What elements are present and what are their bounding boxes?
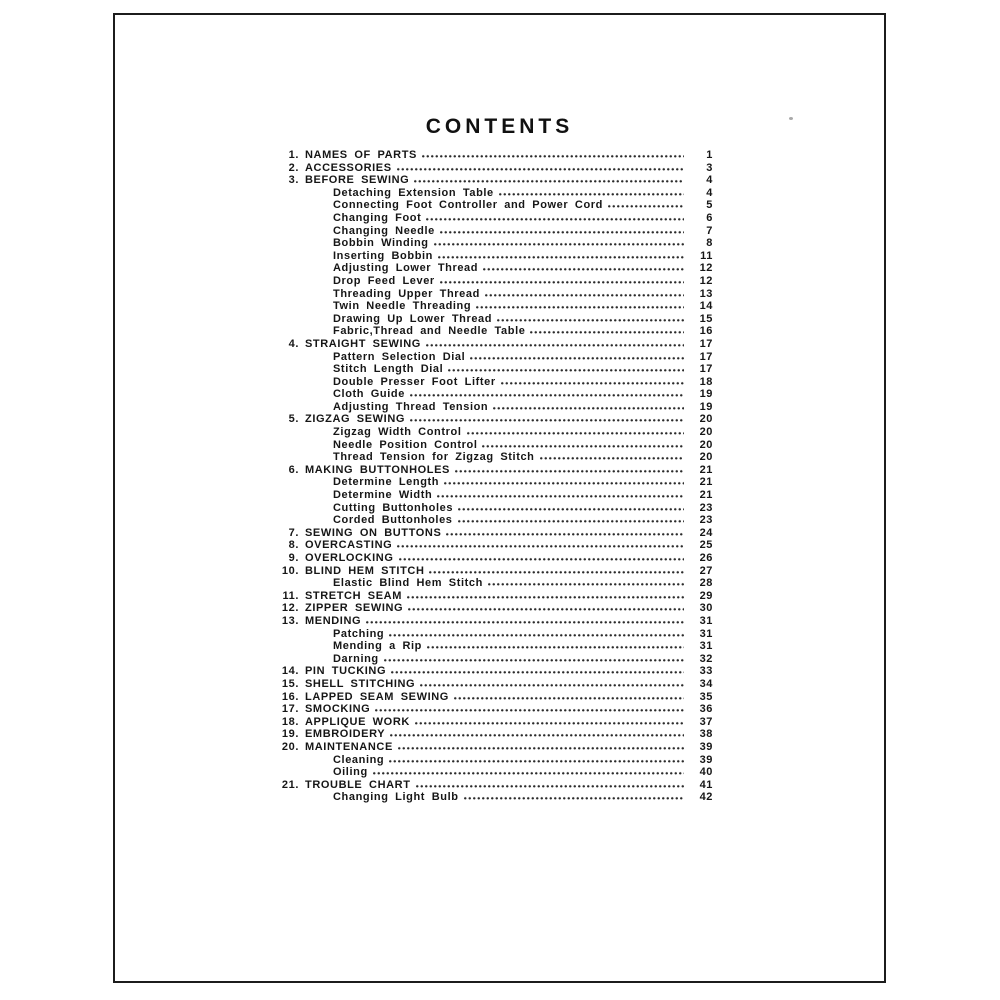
dot-leader (414, 716, 684, 729)
toc-row (275, 363, 713, 376)
toc-entry-number: 5. (288, 413, 299, 426)
toc-entry-number: 2. (288, 161, 299, 174)
dot-leader (443, 476, 684, 489)
toc-row (275, 376, 713, 389)
dot-leader (539, 451, 684, 464)
toc-entry-label: STRAIGHT SEWING (305, 337, 421, 350)
toc-entry-label: BLIND HEM STITCH (305, 564, 425, 577)
toc-row (275, 451, 713, 464)
toc-entry-page: 11 (700, 249, 713, 262)
dot-leader (407, 602, 684, 615)
toc-row (275, 716, 713, 729)
dot-leader (447, 363, 684, 376)
toc-row (275, 728, 713, 741)
toc-entry-page: 33 (699, 665, 713, 678)
dot-leader (406, 590, 684, 603)
toc-entry-label: Changing Light Bulb (333, 791, 459, 804)
toc-entry-label: Oiling (333, 766, 368, 779)
toc-entry-page: 40 (699, 766, 713, 779)
toc-entry-page: 20 (699, 451, 713, 464)
toc-entry-label: Cutting Buttonholes (333, 501, 454, 514)
toc-entry-label: Determine Length (333, 476, 440, 489)
toc-entry-page: 7 (706, 224, 713, 237)
toc-row (275, 539, 713, 552)
toc-entry-label: Bobbin Winding (333, 237, 429, 250)
dot-leader (529, 325, 684, 338)
toc-entry-label: Detaching Extension Table (333, 186, 494, 199)
toc-row (275, 187, 713, 200)
toc-entry-page: 4 (706, 186, 713, 199)
dot-leader (383, 653, 684, 666)
toc-entry-label: Drawing Up Lower Thread (333, 312, 493, 325)
dot-leader (439, 275, 684, 288)
dot-leader (439, 225, 684, 238)
dot-leader (398, 552, 685, 565)
toc-entry-page: 20 (699, 413, 713, 426)
toc-entry-number: 13. (281, 614, 299, 627)
dot-leader (409, 388, 684, 401)
toc-row (275, 653, 713, 666)
toc-entry-label: Cleaning (333, 753, 385, 766)
toc-row (275, 199, 713, 212)
toc-entry-label: Thread Tension for Zigzag Stitch (333, 451, 535, 464)
dot-leader (453, 691, 684, 704)
toc-row (275, 691, 713, 704)
toc-entry-number: 6. (288, 463, 299, 476)
toc-row (275, 300, 713, 313)
toc-entry-number: 10. (281, 564, 299, 577)
toc-row (275, 162, 713, 175)
toc-entry-number: 3. (288, 174, 299, 187)
dot-leader (463, 791, 684, 804)
toc-entry-page: 15 (699, 312, 713, 325)
toc-entry-label: Drop Feed Lever (333, 274, 435, 287)
dot-leader (388, 628, 684, 641)
toc-row (275, 489, 713, 502)
toc-row (275, 464, 713, 477)
toc-entry-page: 5 (706, 199, 713, 212)
toc-entry-page: 18 (699, 375, 713, 388)
dot-leader (607, 199, 684, 212)
toc-entry-label: Twin Needle Threading (333, 300, 472, 313)
toc-entry-page: 1 (706, 149, 713, 161)
toc-entry-label: SMOCKING (305, 703, 371, 716)
toc-entry-number: 11. (282, 589, 299, 602)
dot-leader (428, 565, 684, 578)
toc-row (275, 237, 713, 250)
toc-entry-page: 31 (699, 640, 713, 653)
toc-entry-page: 20 (699, 426, 713, 439)
toc-entry-page: 28 (699, 577, 713, 590)
toc-row (275, 791, 713, 804)
toc-entry-page: 36 (699, 703, 713, 716)
toc-entry-number: 18. (281, 715, 299, 728)
toc-entry-number: 9. (288, 552, 299, 564)
toc-entry-label: NAMES OF PARTS (305, 149, 417, 161)
dot-leader (498, 187, 684, 200)
toc-entry-number: 4. (288, 337, 299, 350)
page-title: CONTENTS (425, 115, 574, 138)
dot-leader (445, 527, 684, 540)
toc-entry-label: Adjusting Thread Tension (333, 400, 489, 413)
toc-row (275, 225, 713, 238)
toc-entry-page: 19 (699, 388, 713, 401)
dot-leader (482, 262, 684, 275)
toc-row (275, 476, 713, 489)
toc-row (275, 212, 713, 225)
toc-entry-label: Zigzag Width Control (333, 426, 462, 439)
toc-entry-label: OVERLOCKING (305, 552, 394, 564)
toc-entry-label: Darning (333, 652, 379, 665)
dot-leader (466, 426, 685, 439)
toc-row (275, 351, 713, 364)
toc-row (275, 766, 713, 779)
dot-leader (374, 703, 684, 716)
dot-leader (475, 300, 684, 313)
toc-row (275, 338, 713, 351)
toc-entry-page: 39 (699, 753, 713, 766)
toc-entry-label: SHELL STITCHING (305, 677, 416, 690)
toc-row (275, 615, 713, 628)
toc-entry-label: Connecting Foot Controller and Power Cord (333, 199, 603, 212)
toc-entry-page: 39 (699, 740, 713, 753)
toc-entry-page: 4 (706, 174, 713, 187)
toc-entry-page: 38 (699, 728, 713, 741)
toc-entry-number: 17. (281, 703, 299, 716)
toc-row (275, 741, 713, 754)
toc-entry-label: PIN TUCKING (305, 665, 387, 678)
toc-entry-label: Needle Position Control (333, 438, 478, 451)
toc-entry-page: 35 (699, 690, 713, 703)
toc-entry-page: 31 (699, 627, 713, 640)
toc-entry-number: 14. (281, 665, 299, 678)
toc-row (275, 665, 713, 678)
toc-entry-number: 15. (281, 677, 299, 690)
dot-leader (396, 162, 684, 175)
toc-entry-page: 24 (699, 526, 713, 539)
toc-row (275, 439, 713, 452)
dot-leader (457, 514, 684, 527)
toc-entry-label: Mending a Rip (333, 640, 422, 653)
dot-leader (419, 678, 684, 691)
toc-entry-page: 3 (706, 161, 713, 174)
toc-row (275, 275, 713, 288)
dot-leader (390, 665, 684, 678)
dot-leader (365, 615, 684, 628)
toc-entry-number: 12. (281, 602, 299, 615)
toc-row (275, 552, 713, 565)
toc-entry-label: TROUBLE CHART (305, 778, 411, 791)
toc-entry-label: Changing Needle (333, 224, 435, 237)
toc-entry-page: 16 (699, 325, 713, 338)
toc-entry-label: Double Presser Foot Lifter (333, 375, 496, 388)
dot-leader (421, 149, 684, 162)
dot-leader (437, 250, 684, 263)
dot-leader (481, 439, 684, 452)
dot-leader (389, 728, 684, 741)
toc-row (275, 288, 713, 301)
toc-row (275, 590, 713, 603)
dot-leader (388, 754, 684, 767)
toc-entry-page: 13 (699, 287, 713, 300)
toc-entry-number: 16. (281, 690, 299, 703)
scan-artifact-mark (789, 117, 793, 120)
dot-leader (413, 174, 684, 187)
dot-leader (496, 313, 684, 326)
toc-entry-label: Fabric,Thread and Needle Table (333, 325, 526, 338)
toc-entry-page: 25 (699, 539, 713, 552)
toc-row (275, 779, 713, 792)
toc-entry-label: Stitch Length Dial (333, 363, 444, 376)
dot-leader (396, 539, 684, 552)
dot-leader (425, 212, 684, 225)
toc-row (275, 174, 713, 187)
dot-leader (454, 464, 684, 477)
toc-entry-label: ACCESSORIES (305, 161, 392, 174)
toc-entry-page: 17 (699, 350, 713, 363)
toc-row (275, 527, 713, 540)
dot-leader (500, 376, 684, 389)
toc-row (275, 640, 713, 653)
toc-entry-page: 31 (699, 614, 713, 627)
toc-entry-page: 17 (699, 363, 713, 376)
toc-row (275, 413, 713, 426)
toc-entry-label: SEWING ON BUTTONS (305, 526, 442, 539)
toc-entry-number: 1. (288, 149, 299, 161)
toc-entry-label: Elastic Blind Hem Stitch (333, 577, 483, 590)
dot-leader (484, 288, 684, 301)
toc-row (275, 514, 713, 527)
toc-entry-label: APPLIQUE WORK (305, 715, 410, 728)
toc-row (275, 754, 713, 767)
toc-entry-label: Determine Width (333, 489, 433, 502)
toc-entry-page: 26 (699, 552, 713, 564)
toc-row (275, 502, 713, 515)
dot-leader (487, 577, 684, 590)
toc-entry-label: EMBROIDERY (305, 728, 386, 741)
toc-entry-page: 27 (699, 564, 713, 577)
toc-entry-label: STRETCH SEAM (305, 589, 402, 602)
dot-leader (409, 413, 684, 426)
dot-leader (469, 351, 684, 364)
dot-leader (436, 489, 684, 502)
toc-entry-label: Patching (333, 627, 385, 640)
toc-entry-page: 37 (699, 715, 713, 728)
toc-entry-label: MAINTENANCE (305, 740, 393, 753)
toc-entry-page: 42 (699, 791, 713, 804)
toc-row (275, 565, 713, 578)
toc-entry-page: 17 (699, 337, 713, 350)
toc-entry-page: 21 (699, 463, 713, 476)
toc-list (275, 149, 713, 804)
toc-entry-page: 8 (706, 237, 713, 250)
toc-entry-number: 20. (281, 740, 299, 753)
dot-leader (372, 766, 684, 779)
toc-row (275, 388, 713, 401)
toc-entry-label: MAKING BUTTONHOLES (305, 463, 450, 476)
toc-entry-page: 12 (699, 262, 713, 275)
toc-row (275, 628, 713, 641)
toc-entry-page: 21 (699, 489, 713, 502)
toc-entry-label: MENDING (305, 614, 362, 627)
toc-row (275, 313, 713, 326)
toc-entry-page: 20 (699, 438, 713, 451)
toc-entry-page: 19 (699, 400, 713, 413)
dot-leader (425, 338, 684, 351)
toc-entry-number: 21. (281, 778, 299, 791)
toc-entry-number: 8. (288, 539, 299, 552)
toc-entry-label: BEFORE SEWING (305, 174, 410, 187)
toc-entry-number: 19. (281, 728, 299, 741)
toc-row (275, 426, 713, 439)
toc-row (275, 577, 713, 590)
toc-entry-page: 34 (699, 677, 713, 690)
dot-leader (433, 237, 684, 250)
toc-entry-page: 30 (699, 602, 713, 615)
toc-row (275, 250, 713, 263)
toc-row (275, 325, 713, 338)
manual-page (113, 13, 886, 983)
toc-row (275, 262, 713, 275)
toc-row (275, 678, 713, 691)
toc-entry-page: 6 (706, 211, 713, 224)
toc-entry-label: ZIGZAG SEWING (305, 413, 406, 426)
toc-entry-page: 32 (699, 652, 713, 665)
toc-entry-page: 23 (699, 501, 713, 514)
dot-leader (415, 779, 684, 792)
toc-entry-label: LAPPED SEAM SEWING (305, 690, 449, 703)
toc-entry-page: 23 (699, 514, 713, 527)
toc-entry-label: Pattern Selection Dial (333, 350, 466, 363)
dot-leader (457, 502, 684, 515)
toc-entry-label: Adjusting Lower Thread (333, 262, 479, 275)
toc-entry-label: ZIPPER SEWING (305, 602, 404, 615)
toc-entry-label: Inserting Bobbin (333, 249, 433, 262)
toc-row (275, 401, 713, 414)
toc-entry-label: Changing Foot (333, 211, 422, 224)
toc-entry-label: Threading Upper Thread (333, 287, 480, 300)
toc-entry-page: 21 (699, 476, 713, 489)
dot-leader (397, 741, 684, 754)
toc-entry-number: 7. (288, 526, 299, 539)
dot-leader (426, 640, 684, 653)
dot-leader (492, 401, 684, 414)
toc-row (275, 149, 713, 162)
toc-row (275, 703, 713, 716)
toc-row (275, 602, 713, 615)
toc-entry-label: Cloth Guide (333, 388, 405, 401)
toc-entry-label: OVERCASTING (305, 539, 393, 552)
toc-entry-page: 14 (699, 300, 713, 313)
toc-entry-label: Corded Buttonholes (333, 514, 453, 527)
toc-entry-page: 29 (699, 589, 713, 602)
toc-entry-page: 41 (699, 778, 713, 791)
toc-entry-page: 12 (699, 274, 713, 287)
